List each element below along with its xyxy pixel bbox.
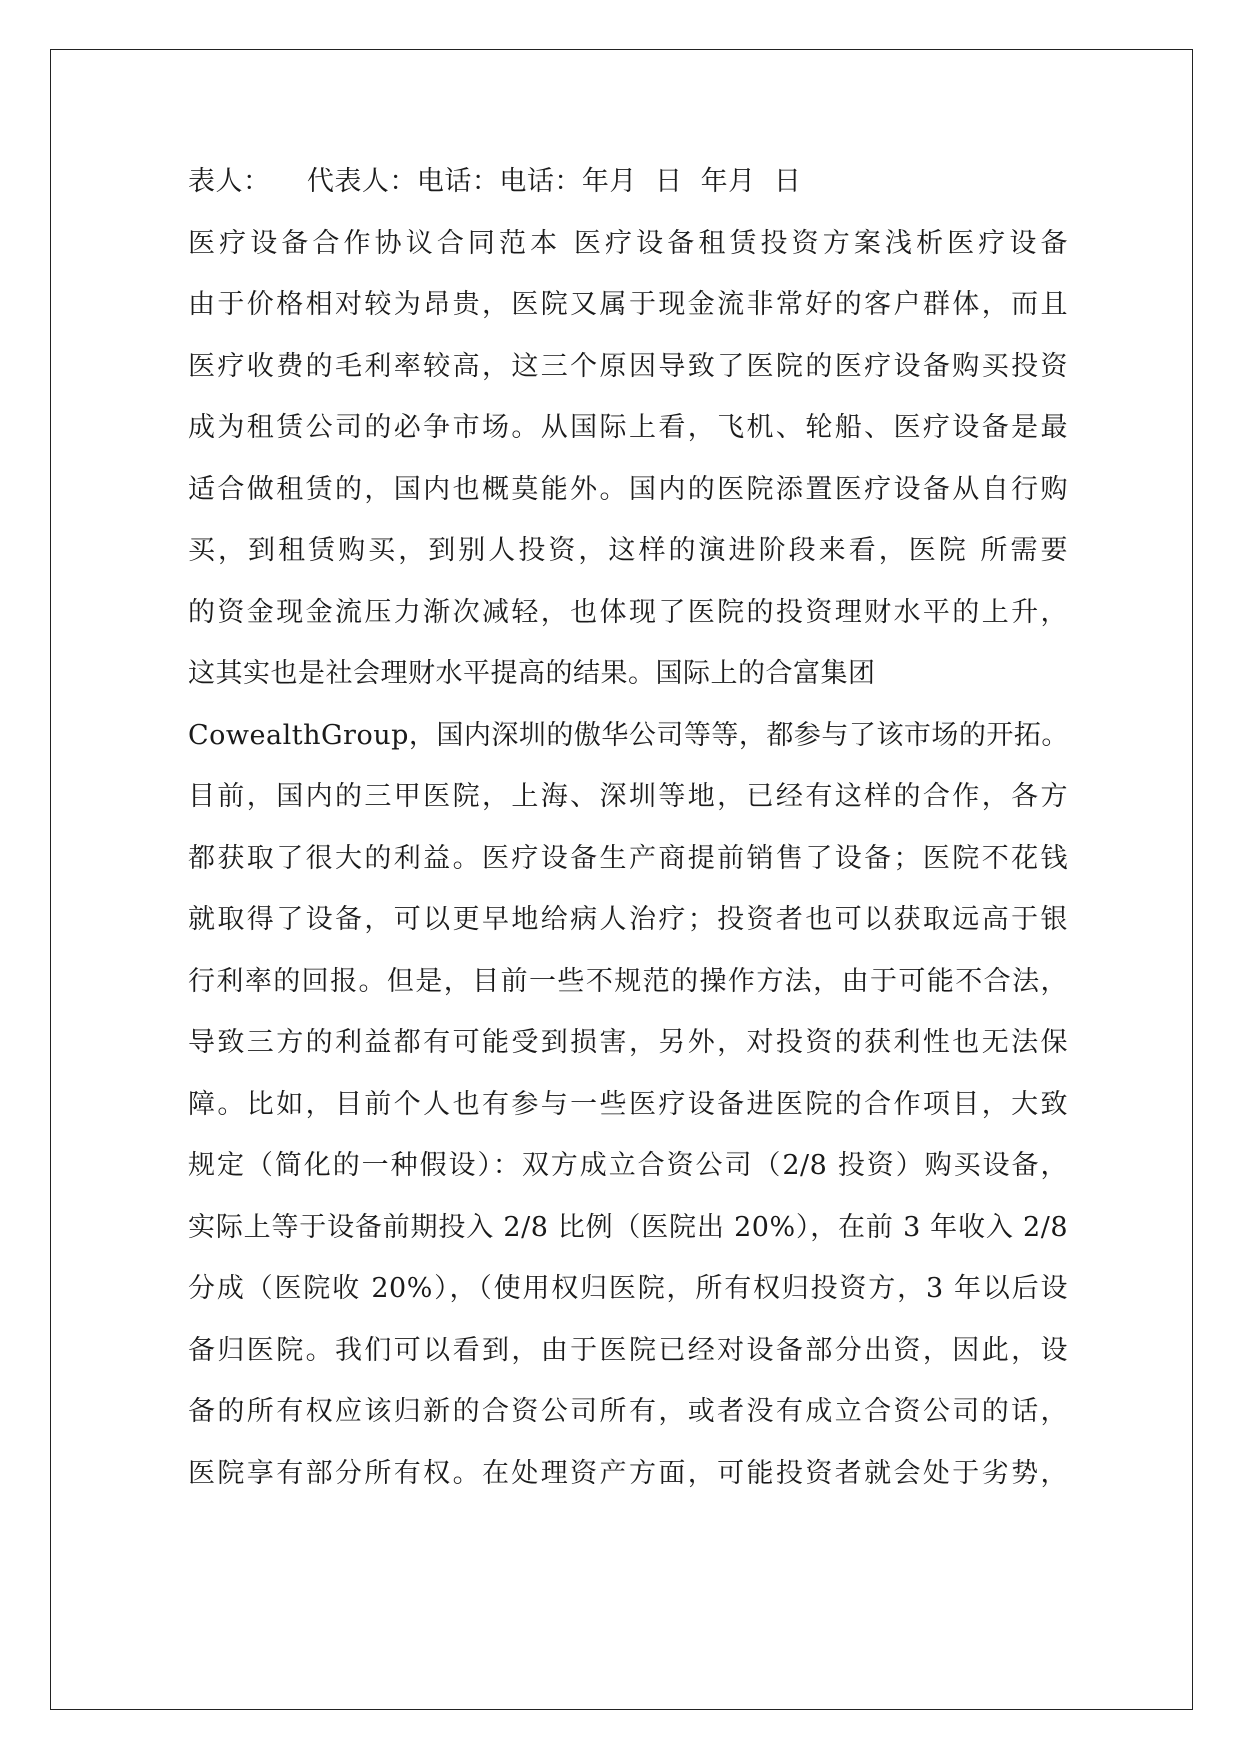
body-line: 医疗收费的毛利率较高，这三个原因导致了医院的医疗设备购买投资 <box>188 350 1068 382</box>
body-line: 分成（医院收 20%），（使用权归医院，所有权归投资方，3 年以后设 <box>188 1273 1068 1304</box>
body-line: 实际上等于设备前期投入 2/8 比例（医院出 20%），在前 3 年收入 2/8 <box>188 1211 1068 1243</box>
body-line: 备归医院。我们可以看到，由于医院已经对设备部分出资，因此，设 <box>188 1334 1068 1366</box>
body-line: 由于价格相对较为昂贵，医院又属于现金流非常好的客户群体，而且 <box>188 289 1068 320</box>
body-line: 导致三方的利益都有可能受到损害，另外，对投资的获利性也无法保 <box>188 1027 1068 1058</box>
body-line: 这其实也是社会理财水平提高的结果。国际上的合富集团 <box>188 658 876 689</box>
body-line: 行利率的回报。但是，目前一些不规范的操作方法，由于可能不合法， <box>188 965 1068 997</box>
body-line: 适合做租赁的，国内也概莫能外。国内的医院添置医疗设备从自行购 <box>188 473 1068 505</box>
document-body <box>188 160 1068 1513</box>
body-line: 规定（简化的一种假设）：双方成立合资公司（2/8 投资）购买设备， <box>188 1150 1068 1181</box>
body-line: 都获取了很大的利益。医疗设备生产商提前销售了设备；医院不花钱 <box>188 842 1068 874</box>
header-signature-line: 表人： 代表人：电话：电话：年月 日 年月 日 <box>188 166 802 197</box>
body-line: 医院享有部分所有权。在处理资产方面，可能投资者就会处于劣势， <box>188 1457 1068 1489</box>
body-line: 就取得了设备，可以更早地给病人治疗；投资者也可以获取远高于银 <box>188 904 1068 935</box>
body-line: 买，到租赁购买，到别人投资，这样的演进阶段来看，医院 所需要 <box>188 535 1068 566</box>
body-line: 的资金现金流压力渐次减轻，也体现了医院的投资理财水平的上升， <box>188 596 1068 628</box>
body-line: 障。比如，目前个人也有参与一些医疗设备进医院的合作项目，大致 <box>188 1088 1068 1120</box>
body-line: 成为租赁公司的必争市场。从国际上看，飞机、轮船、医疗设备是最 <box>188 412 1068 443</box>
body-line: 备的所有权应该归新的合资公司所有，或者没有成立合资公司的话， <box>188 1396 1068 1427</box>
body-line: 目前，国内的三甲医院，上海、深圳等地，已经有这样的合作，各方 <box>188 781 1068 812</box>
body-line: CowealthGroup，国内深圳的傲华公司等等，都参与了该市场的开拓。 <box>188 719 1069 751</box>
body-line: 医疗设备合作协议合同范本 医疗设备租赁投资方案浅析医疗设备 <box>188 227 1068 259</box>
